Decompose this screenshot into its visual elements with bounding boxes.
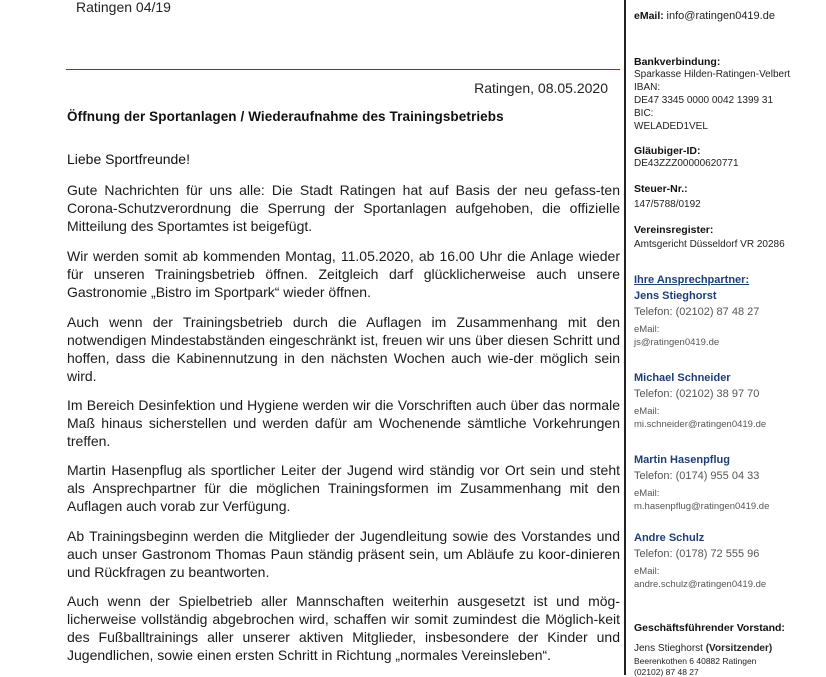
board-label: Geschäftsführender Vorstand: (634, 622, 785, 634)
board-role: (Vorsitzender) (705, 643, 773, 654)
contact-email[interactable]: andre.schulz@ratingen0419.de (634, 579, 767, 590)
paragraph: Auch wenn der Trainingsbetrieb durch die Auflagen im Zusammenhang mit den notwendigen Mindestabständen eingeschränkt ist, freuen wir uns über diesen Schritt und hoffen, dass die Kabinennutzung in den nächsten Wochen auch wie-der möglich sein wird. (67, 314, 620, 384)
creditor-label: Gläubiger-ID: (634, 145, 701, 157)
bic-value: WELADED1VEL (634, 121, 708, 132)
date-line: Ratingen, 08.05.2020 (474, 80, 608, 96)
bic-label: BIC: (634, 108, 654, 119)
iban-value: DE47 3345 0000 0042 1399 31 (634, 95, 774, 106)
bank-label: Bankverbindung: (634, 56, 721, 68)
contact-name: Michael Schneider (634, 372, 731, 384)
tax-value: 147/5788/0192 (634, 199, 701, 210)
email-value[interactable]: info@ratingen0419.de (666, 10, 775, 22)
contact-email[interactable]: mi.schneider@ratingen0419.de (634, 419, 767, 430)
board-address: Beerenkothen 6 40882 Ratingen (634, 656, 757, 666)
contact-email[interactable]: js@ratingen0419.de (634, 337, 720, 348)
contact-phone: Telefon: (0174) 955 04 33 (634, 470, 760, 482)
contact-email[interactable]: m.hasenpflug@ratingen0419.de (634, 501, 770, 512)
creditor-value: DE43ZZZ00000620771 (634, 158, 739, 169)
sidebar-divider (624, 0, 626, 675)
contact-email-label: eMail: (634, 566, 660, 577)
contact-email-label: eMail: (634, 488, 660, 499)
contact-name: Jens Stieghorst (634, 290, 717, 302)
contact-email-label: eMail: (634, 406, 660, 417)
salutation: Liebe Sportfreunde! (67, 151, 190, 167)
paragraph: Im Bereich Desinfektion und Hygiene werden wir die Vorschriften auch über das normale Maß hinaus sicherstellen und werden dafür am Wochenende sämtliche Vorkehrungen treffen. (67, 397, 620, 449)
header-rule (66, 69, 620, 70)
contact-name: Andre Schulz (634, 532, 705, 544)
iban-label: IBAN: (634, 82, 661, 93)
bank-name: Sparkasse Hilden-Ratingen-Velbert (634, 69, 791, 80)
paragraph: Ab Trainingsbeginn werden die Mitglieder der Jugendleitung sowie des Vorstandes und auch unser Gastronom Thomas Paun ständig präsent sein, um Abläufe zu koor-dinieren und Rückfragen zu beantworten. (67, 528, 620, 580)
contact-phone: Telefon: (02102) 38 97 70 (634, 388, 760, 400)
paragraph: Gute Nachrichten für uns alle: Die Stadt Ratingen hat auf Basis der neu gefass-ten Corona-Schutzverordnung die Sperrung der Sportanlagen aufgehoben, die offizielle Mitteilung des Sportamtes ist beigefügt. (67, 182, 620, 234)
contact-phone: Telefon: (02102) 87 48 27 (634, 306, 760, 318)
paragraph: Auch wenn der Spielbetrieb aller Mannschaften weiterhin ausgesetzt ist und mög-licherweise vollständig abgebrochen wird, schaffen wir somit zumindest die Möglich-keit des Fußballtrainings aller unserer aktiven Mitglieder, insbesondere der Kinder und Jugendlichen, sowie einen ersten Schritt in Richtung „normales Vereinsleben“. (67, 593, 620, 663)
contacts-heading: Ihre Ansprechpartner: (634, 274, 750, 286)
paragraph: Wir werden somit ab kommenden Montag, 11.05.2020, ab 16.00 Uhr die Anlage wieder für unseren Trainingsbetrieb öffnen. Zeitgleich darf glücklicherweise auch unsere Gastronomie „Bistro im Sportpark“ wieder öffnen. (67, 248, 620, 300)
board-phone: (02102) 87 48 27 (634, 667, 699, 677)
contact-name: Martin Hasenpflug (634, 454, 730, 466)
org-name: Ratingen 04/19 (76, 0, 171, 15)
letter-subject: Öffnung der Sportanlagen / Wiederaufnahme des Trainingsbetriebs (67, 109, 504, 124)
contact-phone: Telefon: (0178) 72 555 96 (634, 548, 760, 560)
board-name: Jens Stieghorst (634, 643, 703, 654)
register-value: Amtsgericht Düsseldorf VR 20286 (634, 239, 785, 250)
contact-email-label: eMail: (634, 324, 660, 335)
tax-label: Steuer-Nr.: (634, 183, 688, 195)
email-label: eMail: (634, 10, 664, 22)
register-label: Vereinsregister: (634, 224, 714, 236)
paragraph: Martin Hasenpflug als sportlicher Leiter der Jugend wird ständig vor Ort sein und steht als Ansprechpartner für die möglichen Trainingsformen im Zusammenhang mit den Auflagen auch vorab zur Verfügung. (67, 462, 620, 514)
